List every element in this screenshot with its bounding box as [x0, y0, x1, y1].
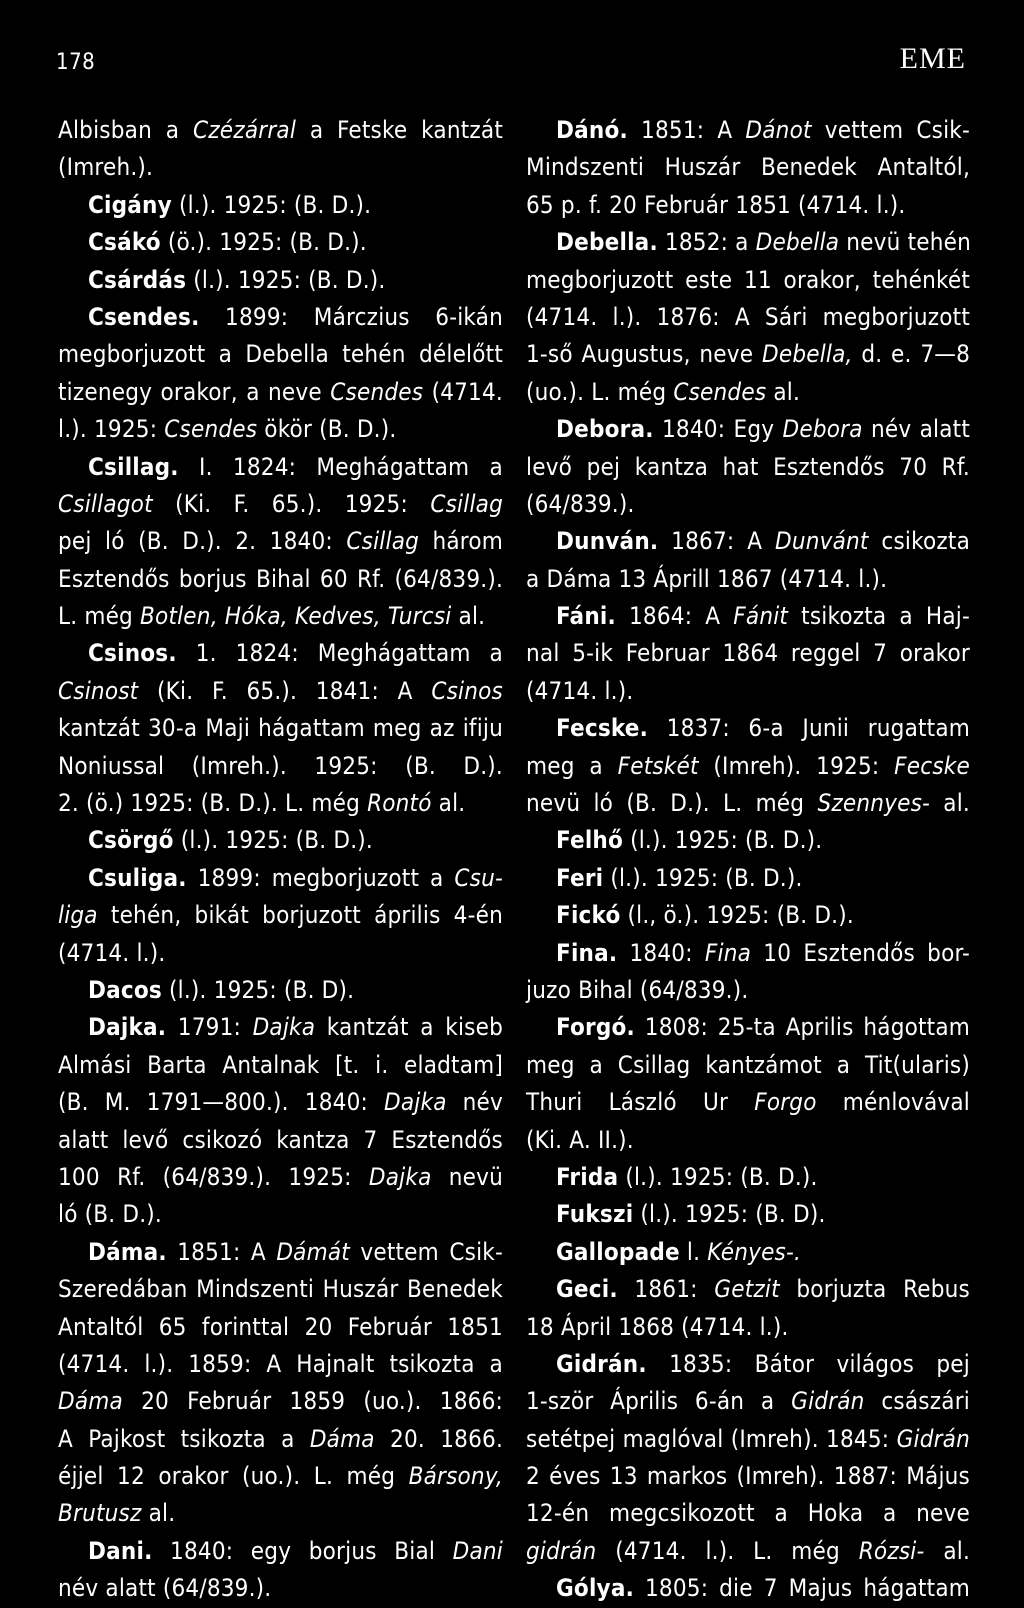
- body-text: (l.). 1925: (B. D.).: [186, 265, 386, 294]
- text-line: [58, 411, 503, 448]
- text-line: [58, 449, 503, 486]
- body-text: Noniussal (Imreh.). 1925: (B. D.).: [58, 751, 503, 780]
- body-text: Szeredában Mindszenti Huszár Benedek: [58, 1275, 503, 1304]
- body-text: Albisban a: [58, 116, 193, 144]
- text-line: [526, 822, 970, 859]
- text-line: [58, 1458, 503, 1495]
- body-text: (Imreh.).: [58, 153, 154, 182]
- entry-headword: Fukszi: [556, 1200, 634, 1229]
- entry-headword: Dani.: [88, 1536, 153, 1565]
- text-line: [526, 1234, 970, 1271]
- text-line: [58, 561, 503, 598]
- entry-headword: Cigány: [88, 190, 172, 219]
- body-text: megborjuzott a Debella tehén délelőtt: [58, 340, 503, 369]
- entry-headword: Fickó: [556, 901, 621, 930]
- italic-text: Dunvánt: [775, 527, 869, 556]
- text-line: [58, 635, 503, 672]
- body-text: megborjuzott este 11 orakor, tehénkét: [526, 265, 970, 294]
- body-text: (l.). 1925: (B. D).: [161, 975, 355, 1004]
- body-text: pej ló (B. D.). 2. 1840:: [58, 527, 347, 556]
- text-line: [58, 1570, 503, 1607]
- italic-text: Botlen, Hóka, Kedves, Turcsi: [140, 602, 452, 631]
- body-text: 1851: A: [627, 116, 746, 144]
- body-text: alatt levő csikozó kantza 7 Esztendős: [58, 1125, 503, 1154]
- body-text: nal 5-ik Februar 1864 reggel 7 orakor: [526, 639, 970, 668]
- body-text: al.: [141, 1499, 176, 1528]
- italic-text: Csillagot: [58, 489, 153, 518]
- body-text: al.: [766, 377, 801, 406]
- text-line: [58, 149, 503, 186]
- body-text: tsikozta a Haj-: [788, 602, 970, 631]
- body-text: 1840: Egy: [653, 415, 783, 444]
- entry-headword: Geci.: [556, 1275, 618, 1304]
- text-line: [526, 224, 970, 261]
- italic-text: Bársony,: [408, 1462, 503, 1491]
- italic-text: Csinos: [431, 676, 503, 705]
- entry-headword: Dáma.: [88, 1237, 167, 1266]
- entry-headword: Gidrán.: [556, 1349, 647, 1378]
- entry-headword: Csárdás: [88, 265, 187, 294]
- body-text: tizenegy orakor, a neve: [58, 377, 331, 406]
- text-line: [58, 523, 503, 560]
- text-line: [526, 1421, 970, 1458]
- text-line: [58, 1047, 503, 1084]
- body-text: 2 éves 13 markos (Imreh). 1887: Május: [526, 1462, 970, 1491]
- entry-headword: Frida: [556, 1162, 619, 1191]
- text-line: [58, 1084, 503, 1121]
- entry-headword: Dunván.: [556, 527, 659, 556]
- text-line: [526, 1570, 970, 1607]
- body-text: Antaltól 65 forinttal 20 Február 1851: [58, 1312, 503, 1341]
- text-line: [58, 1234, 503, 1271]
- text-line: [58, 748, 503, 785]
- text-line: [526, 374, 970, 411]
- body-text: kantzát 30-a Maji hágattam meg az ifiju: [58, 714, 503, 743]
- body-text: d. e. 7—8: [852, 340, 970, 369]
- body-text: al.: [930, 789, 970, 818]
- body-text: 1835: Bátor világos pej: [646, 1349, 970, 1378]
- text-line: [526, 486, 970, 523]
- italic-text: Gidrán: [896, 1424, 970, 1453]
- text-line: [526, 860, 970, 897]
- entry-headword: Forgó.: [556, 1013, 635, 1042]
- text-line: [58, 673, 503, 710]
- text-line: [526, 785, 970, 822]
- text-line: [526, 187, 970, 224]
- body-text: borjuzta Rebus: [779, 1275, 970, 1304]
- body-text: setétpej maglóval (Imreh). 1845:: [526, 1424, 897, 1453]
- body-text: ökör (B. D.).: [257, 415, 397, 444]
- text-line: [58, 1122, 503, 1159]
- body-text: nevü: [431, 1162, 504, 1191]
- italic-text: Dani: [452, 1536, 503, 1565]
- text-line: [526, 972, 970, 1009]
- body-text: (l.). 1925: (B. D.).: [623, 826, 823, 855]
- body-text: l.). 1925:: [58, 415, 165, 444]
- text-line: [526, 1271, 970, 1308]
- entry-headword: Csákó: [88, 228, 161, 257]
- text-line: [58, 710, 503, 747]
- italic-text: Csinost: [58, 676, 139, 705]
- italic-text: Dáma: [309, 1424, 375, 1453]
- body-text: 1-ször Április 6-án a: [526, 1387, 792, 1416]
- text-line: [58, 785, 503, 822]
- text-line: [526, 1383, 970, 1420]
- body-text: név alatt (64/839.).: [58, 1574, 272, 1603]
- italic-text: gidrán: [526, 1536, 597, 1565]
- body-text: (l., ö.). 1925: (B. D.).: [620, 901, 854, 930]
- body-text: (Ki. A. II.).: [526, 1125, 634, 1154]
- italic-text: Csu-: [454, 863, 503, 892]
- italic-text: Dajka: [368, 1162, 432, 1191]
- text-line: [526, 1084, 970, 1121]
- body-text: (4714. l.).: [526, 676, 634, 705]
- entry-headword: Debora.: [556, 415, 654, 444]
- text-line: [526, 1346, 970, 1383]
- body-text: l.: [679, 1237, 708, 1266]
- body-text: 18 Ápril 1868 (4714. l.).: [526, 1312, 789, 1341]
- text-line: [58, 224, 503, 261]
- text-line: [526, 523, 970, 560]
- italic-text: Csendes: [164, 415, 258, 444]
- body-text: (l.). 1925: (B. D).: [633, 1200, 826, 1229]
- entry-headword: Gólya.: [556, 1574, 634, 1603]
- body-text: 12-én megcsikozott a Hoka a neve: [526, 1499, 970, 1528]
- text-line: [58, 1346, 503, 1383]
- body-text: 1899: megborjuzott a: [186, 863, 455, 892]
- body-text: meg a Csillag kantzámot a Tit(ularis): [526, 1050, 970, 1079]
- text-line: [58, 860, 503, 897]
- italic-text: Debella,: [762, 340, 853, 369]
- text-line: [526, 1009, 970, 1046]
- body-text: három: [419, 527, 503, 556]
- italic-text: Getzit: [714, 1275, 780, 1304]
- text-line: [526, 1122, 970, 1159]
- body-text: Esztendős borjus Bihal 60 Rf. (64/839.).: [58, 564, 503, 593]
- body-text: A Pajkost tsikozta a: [58, 1424, 310, 1453]
- right-column: [526, 112, 970, 1608]
- italic-text: Csendes: [673, 377, 767, 406]
- body-text: Thuri László Ur: [526, 1088, 755, 1117]
- text-line: [58, 299, 503, 336]
- text-line: [58, 1159, 503, 1196]
- italic-text: Fina: [704, 938, 752, 967]
- text-line: [526, 935, 970, 972]
- text-line: [526, 1533, 970, 1570]
- text-line: [526, 897, 970, 934]
- body-text: 1840:: [617, 938, 705, 967]
- text-line: [58, 935, 503, 972]
- text-line: [58, 112, 503, 149]
- entry-headword: Fina.: [556, 938, 618, 967]
- body-text: 1899: Márczius 6-ikán: [199, 302, 503, 331]
- body-text: (4714. l.). 1876: A Sári megborjuzott: [526, 302, 970, 331]
- text-line: [526, 748, 970, 785]
- text-line: [526, 1495, 970, 1532]
- italic-text: Dáma: [58, 1387, 123, 1416]
- entry-headword: Csendes.: [88, 302, 200, 331]
- body-text: (l.). 1925: (B. D.).: [173, 826, 373, 855]
- body-text: a Fetske kantzát: [296, 116, 503, 144]
- text-line: [526, 1159, 970, 1196]
- text-line: [58, 1309, 503, 1346]
- body-text: 65 p. f. 20 Február 1851 (4714. l.).: [526, 190, 906, 219]
- italic-text: Dánot: [745, 116, 812, 144]
- italic-text: Fánit: [733, 602, 789, 631]
- text-line: [526, 336, 970, 373]
- body-text: nevü tehén: [839, 228, 971, 257]
- body-text: Almási Barta Antalnak [t. i. eladtam]: [58, 1050, 503, 1079]
- body-text: Mindszenti Huszár Benedek Antaltól,: [526, 153, 970, 182]
- body-text: 1861:: [617, 1275, 715, 1304]
- body-text: vettem Csik-: [811, 116, 970, 144]
- italic-text: Debella: [755, 228, 840, 257]
- entry-headword: Debella.: [556, 228, 658, 257]
- italic-text: Debora: [782, 415, 863, 444]
- body-text: (B. M. 1791—800.). 1840:: [58, 1088, 385, 1117]
- body-text: 1864: A: [615, 602, 734, 631]
- text-line: [526, 1309, 970, 1346]
- body-text: (4714. l.). 1859: A Hajnalt tsikozta a: [58, 1349, 503, 1378]
- body-text: (l.). 1925: (B. D.).: [171, 190, 372, 219]
- body-text: al.: [431, 789, 466, 818]
- page-number: 178: [56, 50, 96, 75]
- body-text: 1. 1824: Meghágattam a: [176, 639, 503, 668]
- body-text: (l.). 1925: (B. D.).: [603, 863, 803, 892]
- text-line: [58, 1533, 503, 1570]
- body-text: (Ki. F. 65.). 1841: A: [138, 676, 432, 705]
- body-text: 1852: a: [657, 228, 756, 257]
- body-text: ménlovával: [816, 1088, 970, 1117]
- entry-headword: Csinos.: [88, 639, 177, 668]
- body-text: kantzát a kiseb: [315, 1013, 503, 1042]
- text-line: [58, 336, 503, 373]
- italic-text: Forgo: [754, 1088, 817, 1117]
- body-text: I. 1824: Meghágattam a: [178, 452, 503, 481]
- italic-text: Szennyes-: [817, 789, 931, 818]
- italic-text: Csillag: [430, 489, 503, 518]
- text-line: [526, 598, 970, 635]
- entry-headword: Feri: [556, 863, 604, 892]
- italic-text: Fetskét: [617, 751, 699, 780]
- body-text: csikozta: [868, 527, 970, 556]
- body-text: 1808: 25-ta Aprilis hágottam: [634, 1013, 970, 1042]
- text-line: [526, 1458, 970, 1495]
- entry-headword: Csuliga.: [88, 863, 187, 892]
- text-line: [58, 1009, 503, 1046]
- entry-headword: Csillag.: [88, 452, 179, 481]
- entry-headword: Dajka.: [88, 1013, 167, 1042]
- text-line: [526, 1196, 970, 1233]
- body-text: 1840: egy borjus Bial: [152, 1536, 453, 1565]
- italic-text: liga: [58, 901, 98, 930]
- text-line: [58, 1196, 503, 1233]
- body-text: (ö.). 1925: (B. D.).: [160, 228, 367, 257]
- body-text: 10 Esztendős bor-: [751, 938, 971, 967]
- body-text: 1837: 6-a Junii rugattam: [648, 714, 970, 743]
- body-text: név: [446, 1088, 504, 1117]
- text-line: [526, 149, 970, 186]
- text-line: [526, 561, 970, 598]
- body-text: (4714.: [423, 377, 503, 406]
- text-line: [526, 673, 970, 710]
- body-text: (4714. l.). L. még: [596, 1536, 859, 1565]
- body-text: (Imreh). 1925:: [698, 751, 895, 780]
- entry-headword: Dánó.: [556, 116, 628, 144]
- left-column: [58, 112, 503, 1608]
- text-line: [58, 1421, 503, 1458]
- italic-text: Fecske: [894, 751, 970, 780]
- body-text: juzo Bihal (64/839.).: [526, 975, 749, 1004]
- text-line: [526, 710, 970, 747]
- entry-headword: Gallopade: [556, 1237, 680, 1266]
- text-line: [58, 187, 503, 224]
- body-text: éjjel 12 orakor (uo.). L. még: [58, 1462, 409, 1491]
- body-text: 1867: A: [658, 527, 775, 556]
- text-line: [58, 972, 503, 1009]
- body-text: vettem Csik-: [349, 1237, 503, 1266]
- body-text: (uo.). L. még: [526, 377, 674, 406]
- entry-headword: Fecske.: [556, 714, 649, 743]
- text-line: [526, 299, 970, 336]
- entry-headword: Fáni.: [556, 602, 616, 631]
- body-text: 1805: die 7 Majus hágattam: [634, 1574, 970, 1603]
- text-line: [58, 822, 503, 859]
- entry-headword: Csörgő: [88, 826, 174, 855]
- text-line: [526, 262, 970, 299]
- body-text: (4714. l.).: [58, 938, 166, 967]
- italic-text: Csillag: [346, 527, 420, 556]
- italic-text: Czézárral: [192, 116, 297, 144]
- text-line: [526, 1047, 970, 1084]
- body-text: 20 Február 1859 (uo.). 1866:: [122, 1387, 503, 1416]
- body-text: a Dáma 13 Áprill 1867 (4714. l.).: [526, 564, 888, 593]
- body-text: (Ki. F. 65.). 1925:: [152, 489, 431, 518]
- text-line: [58, 897, 503, 934]
- body-text: 1791:: [166, 1013, 253, 1042]
- italic-text: Csendes: [330, 377, 424, 406]
- body-text: ló (B. D.).: [58, 1200, 162, 1229]
- body-text: császári: [864, 1387, 970, 1416]
- text-line: [58, 1383, 503, 1420]
- text-line: [526, 411, 970, 448]
- text-line: [526, 112, 970, 149]
- body-text: 2. (ö.) 1925: (B. D.). L. még: [58, 789, 368, 818]
- italic-text: Rózsi-: [858, 1536, 925, 1565]
- body-text: al.: [451, 602, 486, 631]
- text-line: [58, 598, 503, 635]
- italic-text: Kényes-.: [707, 1237, 802, 1266]
- text-line: [58, 262, 503, 299]
- running-head: EME: [899, 42, 966, 75]
- italic-text: Brutusz: [58, 1499, 142, 1528]
- body-text: 100 Rf. (64/839.). 1925:: [58, 1162, 369, 1191]
- body-text: 20. 1866.: [374, 1424, 504, 1453]
- text-line: [58, 1271, 503, 1308]
- italic-text: Rontó: [367, 789, 432, 818]
- body-text: (64/839.).: [526, 489, 635, 518]
- text-line: [58, 1495, 503, 1532]
- text-line: [58, 374, 503, 411]
- body-text: név alatt: [862, 415, 970, 444]
- italic-text: Dajka: [384, 1088, 447, 1117]
- body-text: 1851: A: [166, 1237, 277, 1266]
- italic-text: Dámát: [276, 1237, 350, 1266]
- italic-text: Gidrán: [791, 1387, 865, 1416]
- body-text: levő pej kantza hat Esztendős 70 Rf.: [526, 452, 970, 481]
- body-text: meg a: [526, 751, 618, 780]
- entry-headword: Felhő: [556, 826, 624, 855]
- body-text: 1-ső Augustus, neve: [526, 340, 762, 369]
- body-text: nevü ló (B. D.). L. még: [526, 789, 818, 818]
- body-text: L. még: [58, 602, 141, 631]
- italic-text: Dajka: [252, 1013, 316, 1042]
- text-line: [526, 449, 970, 486]
- body-text: (l.). 1925: (B. D.).: [618, 1162, 818, 1191]
- body-text: tehén, bikát borjuzott április 4-én: [97, 901, 503, 930]
- text-line: [526, 635, 970, 672]
- text-line: [58, 486, 503, 523]
- body-text: al.: [924, 1536, 971, 1565]
- entry-headword: Dacos: [88, 975, 162, 1004]
